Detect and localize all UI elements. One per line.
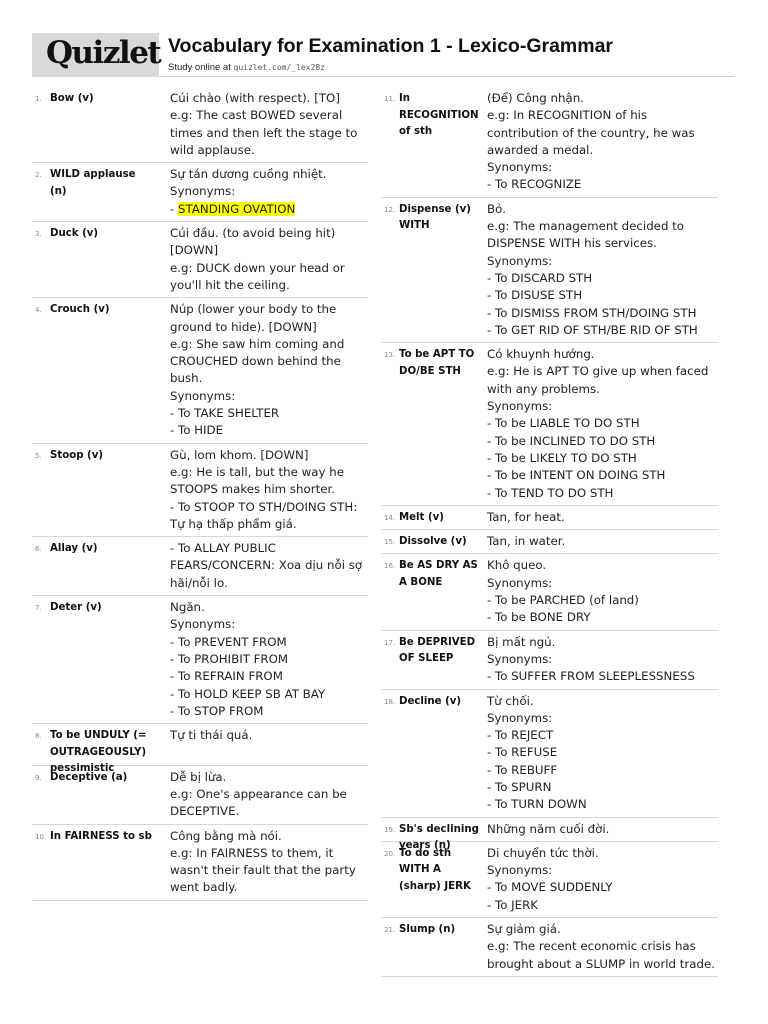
card-number: 2. (35, 171, 42, 180)
card-number: 18. (384, 697, 396, 706)
card-definition: Tan, for heat. (487, 509, 565, 524)
card-definition: Ngăn. Synonyms: - To PREVENT FROM - To PROHIBIT FROM - To REFRAIN FROM - To HOLD KEEP SB AT BAY - To STOP FROM (170, 600, 326, 718)
logo-text: Quizlet (46, 35, 161, 71)
vocab-card-1 (32, 87, 368, 163)
card-number: 10. (35, 832, 47, 841)
card-term: Slump (n) (399, 924, 456, 936)
card-definition: Bị mất ngủ. Synonyms: - To SUFFER FROM SLEEPLESSNESS (487, 634, 695, 684)
vocab-card-9 (32, 766, 368, 825)
study-url-link[interactable]: quizlet.com/_lex28z (233, 63, 326, 72)
vocab-card-4 (32, 298, 368, 443)
card-number: 8. (35, 732, 42, 741)
card-number: 15. (384, 538, 396, 547)
card-number: 9. (35, 773, 42, 782)
vocab-card-11 (381, 87, 718, 198)
card-term: Be DEPRIVED OF SLEEP (399, 636, 476, 665)
document-header (32, 32, 734, 78)
card-term: Dispense (v) WITH (399, 203, 471, 232)
card-definition: Có khuynh hướng. e.g: He is APT TO give up when faced with any problems. Synonyms: - To be LIABLE TO DO STH - To be INCLINED TO DO STH - To be LIKELY TO DO STH - To be INTENT ON DOING STH - To TEND TO DO STH (487, 347, 709, 500)
card-term: Deter (v) (50, 602, 102, 614)
vocab-card-14 (381, 506, 718, 530)
card-definition: Sự giảm giá. e.g: The recent economic crisis has brought about a SLUMP in world trade. (487, 922, 715, 971)
vocab-card-2 (32, 163, 368, 222)
vocab-card-5 (32, 444, 368, 537)
page-title: Vocabulary for Examination 1 - Lexico-Grammar (168, 35, 614, 57)
card-number: 12. (384, 205, 396, 214)
card-number: 21. (384, 926, 396, 935)
vocab-card-3 (32, 222, 368, 298)
card-term: Melt (v) (399, 511, 444, 523)
right-column (381, 87, 718, 977)
card-number: 3. (35, 230, 42, 239)
card-definition: Di chuyển tức thời. Synonyms: - To MOVE SUDDENLY - To JERK (487, 845, 613, 912)
vocab-card-15 (381, 530, 718, 554)
card-term: Bow (v) (50, 93, 94, 104)
study-prefix: Study online at (168, 62, 231, 73)
card-definition: Những năm cuối đời. (487, 821, 610, 836)
card-number: 11. (384, 95, 396, 103)
study-online-line (168, 62, 325, 73)
vocab-card-7 (32, 596, 368, 724)
card-definition: Từ chối. Synonyms: - To REJECT - To REFUSE - To REBUFF - To SPURN - To TURN DOWN (487, 693, 587, 812)
vocab-card-8 (32, 724, 368, 775)
card-definition: (Để) Công nhận. e.g: In RECOGNITION of his contribution of the country, he was awarded a medal. Synonyms: - To RECOGNIZE (487, 91, 695, 192)
card-term: Deceptive (a) (50, 771, 128, 783)
vocab-card-12 (381, 198, 718, 343)
card-number: 20. (384, 849, 396, 858)
vocab-card-10 (32, 825, 368, 901)
card-number: 6. (35, 545, 42, 554)
card-number: 5. (35, 451, 42, 460)
card-term: Crouch (v) (50, 304, 110, 316)
vocab-card-16 (381, 554, 718, 630)
card-definition: Cúi đầu. (to avoid being hit) [DOWN] e.g: DUCK down your head or you'll hit the ceiling. (170, 226, 345, 292)
card-number: 17. (384, 638, 396, 647)
card-definition: - To ALLAY PUBLIC FEARS/CONCERN: Xoa dịu nỗi sợ hãi/nỗi lo. (170, 541, 363, 590)
card-number: 14. (384, 513, 396, 522)
card-number: 1. (35, 95, 42, 103)
vocab-card-17 (381, 631, 718, 690)
card-term: Allay (v) (50, 543, 98, 555)
card-number: 13. (384, 351, 396, 360)
card-definition: Tự ti thái quá. (170, 728, 253, 743)
card-number: 16. (384, 562, 396, 571)
card-term: Sb's declining years (n) (399, 823, 479, 852)
card-term: To be APT TO DO/BE STH (399, 349, 475, 377)
highlighted-synonym: STANDING OVATION (178, 201, 296, 216)
card-term: Duck (v) (50, 228, 99, 240)
vocab-card-13 (381, 343, 718, 506)
card-term: Dissolve (v) (399, 536, 467, 548)
card-definition: Công bằng mà nói. e.g: In FAIRNESS to them, it wasn't their fault that the party went badly. (170, 828, 356, 895)
card-term: WILD applause (n) (50, 169, 136, 197)
definition-text: Sự tán dương cuồng nhiệt. Synonyms: (170, 167, 327, 199)
card-term: To be UNDULY (= OUTRAGEOUSLY) pessimistic (50, 730, 147, 775)
card-definition: Dễ bị lừa. e.g: One's appearance can be DECEPTIVE. (170, 769, 347, 819)
card-term: Be AS DRY AS A BONE (399, 560, 478, 588)
card-definition: Gù, lom khom. [DOWN] e.g: He is tall, but the way he STOOPS makes him shorter. - To STOOP TO STH/DOING STH: Tự hạ thấp phẩm giá. (170, 447, 358, 531)
vocab-card-19 (381, 818, 718, 852)
vocab-card-6 (32, 537, 368, 596)
vocab-card-20 (381, 842, 718, 918)
definition-prefix: - (170, 201, 179, 216)
card-term: In RECOGNITION of sth (399, 93, 479, 137)
card-number: 19. (384, 825, 396, 834)
card-definition: Núp (lower your body to the ground to hide). [DOWN] e.g: She saw him coming and CROUCHED down behind the bush. Synonyms: - To TAKE SHELTER - To HIDE (170, 302, 345, 438)
card-number: 4. (35, 306, 42, 315)
vocab-card-18 (381, 690, 718, 818)
card-term: To do sth WITH A (sharp) JERK (399, 847, 471, 892)
card-number: 7. (35, 604, 42, 613)
vocab-card-21 (381, 918, 718, 977)
left-column (32, 87, 368, 901)
card-definition: Khô queo. Synonyms: - To be PARCHED (of land) - To be BONE DRY (487, 558, 639, 625)
card-definition: Bỏ. e.g: The management decided to DISPENSE WITH his services. Synonyms: - To DISCARD STH - To DISUSE STH - To DISMISS FROM STH/DOING STH - To GET RID OF STH/BE RID OF STH (487, 201, 698, 337)
card-definition (170, 166, 368, 218)
header-divider (159, 76, 734, 77)
card-definition: Cúi chào (with respect). [TO] e.g: The cast BOWED several times and then left the stage to wild applause. (170, 91, 358, 157)
card-term: Stoop (v) (50, 449, 103, 461)
card-term: Decline (v) (399, 695, 462, 707)
card-term: In FAIRNESS to sb (50, 830, 152, 842)
card-definition: Tan, in water. (487, 534, 566, 549)
quizlet-logo[interactable] (32, 33, 159, 77)
